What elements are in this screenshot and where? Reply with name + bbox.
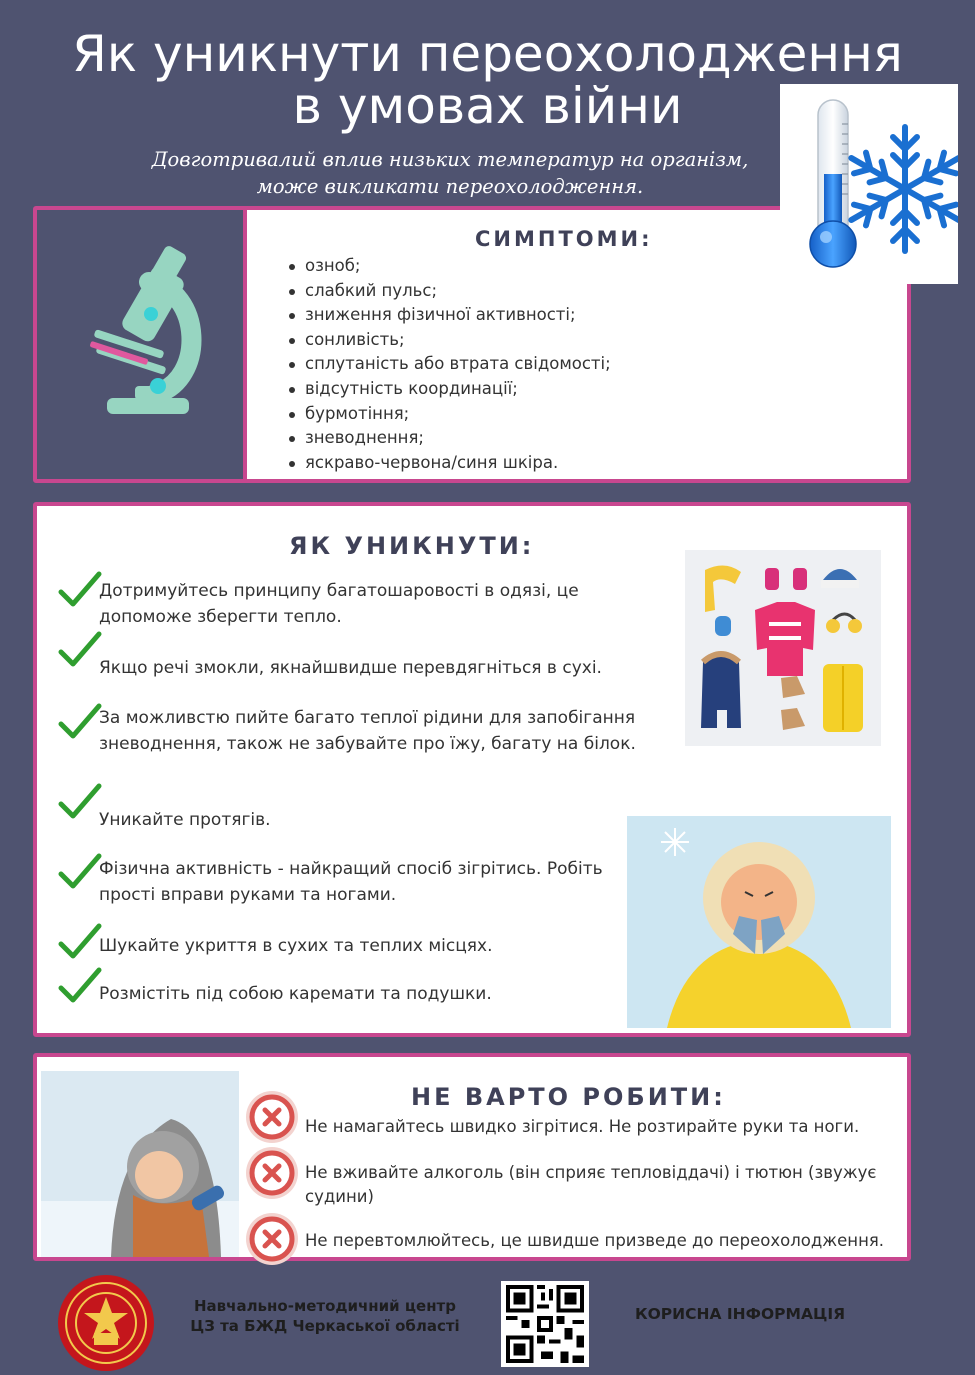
prevention-tip: За можливстю пийте багато теплої рідини для запобігання зневоднення, також не забувайте про їжу, багату на білок.: [99, 708, 636, 754]
symptoms-list: [289, 254, 611, 475]
dont-item: Не перевтомлюйтесь, це швидше призведе до переохолодження.: [305, 1231, 885, 1250]
cross-icon: [244, 1211, 300, 1267]
subtitle-line-2: може викликати переохолодження.: [256, 175, 644, 198]
organization-name-line-1: Навчально-методичний центр: [193, 1297, 456, 1315]
qr-code-icon: [501, 1281, 589, 1367]
check-icon: [57, 852, 103, 892]
symptoms-image-area: [37, 210, 247, 479]
list-item: бурмотіння;: [289, 402, 611, 427]
prevention-tip: Розмістіть під собою каремати та подушки.: [99, 984, 492, 1004]
title-line-1: Як уникнути переохолодження: [72, 25, 903, 83]
check-icon: [57, 966, 103, 1006]
cross-icon: [244, 1145, 300, 1201]
list-item: яскраво-червона/синя шкіра.: [289, 451, 611, 476]
prevention-tip: Фізична активність - найкращий спосіб зігрітись. Робіть прості вправи руками та ногами.: [99, 859, 603, 905]
list-item: сонливість;: [289, 328, 611, 353]
freezing-person-image: [627, 816, 891, 1028]
prevention-heading: ЯК УНИКНУТИ:: [289, 532, 535, 560]
check-icon: [57, 922, 103, 962]
list-item: зниження фізичної активності;: [289, 303, 611, 328]
thermometer-icon: [780, 84, 958, 284]
qr-code[interactable]: [501, 1281, 589, 1367]
check-icon: [57, 702, 103, 742]
check-icon: [57, 782, 103, 822]
prevention-tip: Якщо речі змокли, якнайшвидше перевдягніться в сухі.: [99, 658, 602, 678]
cross-icon: [244, 1089, 300, 1145]
cold-woman-image: [41, 1071, 239, 1257]
subtitle-line-1: Довготривалий вплив низьких температур на організм,: [151, 148, 749, 171]
prevention-tip: Уникайте протягів.: [99, 810, 271, 830]
prevention-tip: Шукайте укриття в сухих та теплих місцях.: [99, 936, 493, 956]
snowflake-icon: [845, 127, 958, 251]
list-item: відсутність координації;: [289, 377, 611, 402]
list-item: озноб;: [289, 254, 611, 279]
donts-heading: НЕ ВАРТО РОБИТИ:: [411, 1083, 726, 1111]
winter-clothes-image: [685, 550, 881, 746]
page-subtitle: [70, 146, 830, 200]
list-item: зневоднення;: [289, 426, 611, 451]
title-line-2: в умовах війни: [292, 77, 683, 135]
prevention-panel: [33, 502, 911, 1037]
dont-item: Не намагайтесь швидко зігрітися. Не розтирайте руки та ноги.: [305, 1117, 860, 1136]
dont-item: Не вживайте алкоголь (він сприяє тепловіддачі) і тютюн (звужує судини): [305, 1163, 877, 1206]
useful-info-label: КОРИСНА ІНФОРМАЦІЯ: [634, 1305, 846, 1323]
prevention-tip: Дотримуйтесь принципу багатошаровості в одязі, це допоможе зберегти тепло.: [99, 581, 579, 627]
list-item: сплутаність або втрата свідомості;: [289, 352, 611, 377]
organization-name-line-2: ЦЗ та БЖД Черкаської області: [190, 1317, 460, 1335]
thermometer-snowflake-image: [780, 84, 958, 284]
symptoms-heading: СИМПТОМИ:: [475, 227, 653, 251]
organization-name: [180, 1296, 470, 1336]
microscope-icon: [37, 210, 243, 479]
check-icon: [57, 570, 103, 610]
donts-panel: [33, 1053, 911, 1261]
list-item: слабкий пульс;: [289, 279, 611, 304]
organization-emblem-logo: [56, 1273, 156, 1373]
check-icon: [57, 630, 103, 670]
